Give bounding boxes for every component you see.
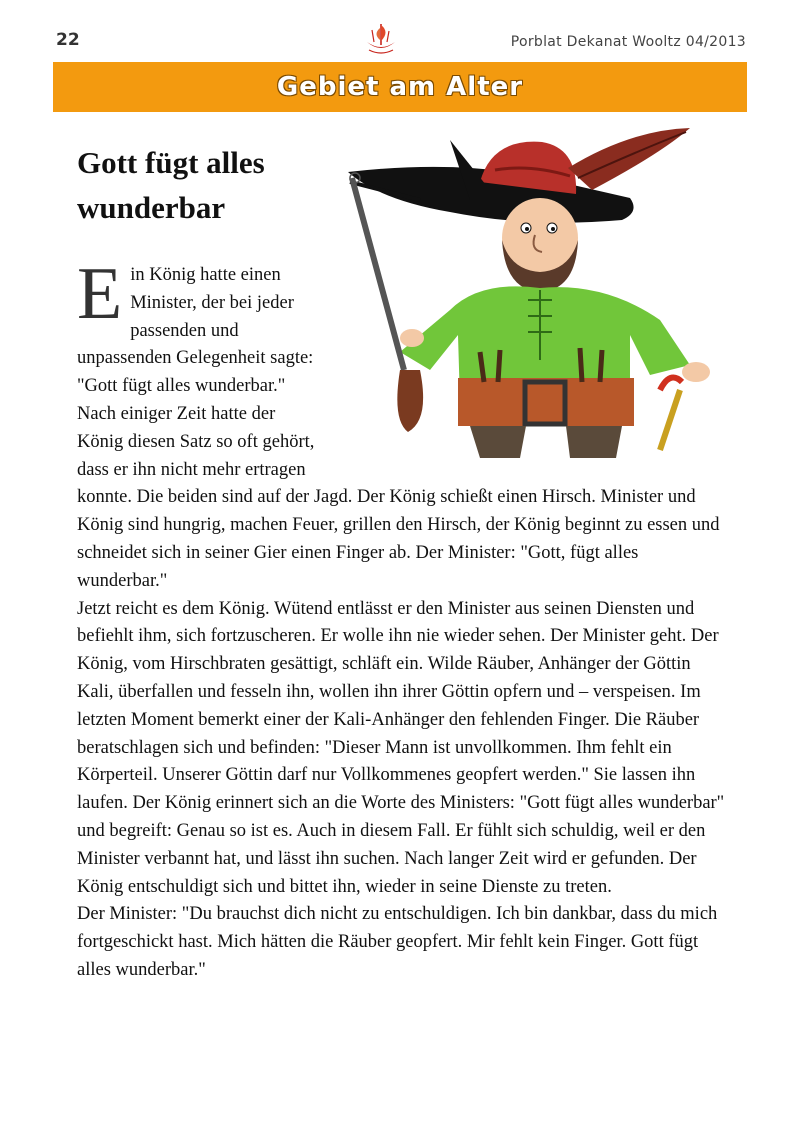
section-banner xyxy=(53,62,747,112)
drop-cap: E xyxy=(77,253,123,335)
ship-logo-icon xyxy=(364,20,398,56)
article-paragraph: Jetzt reicht es dem König. Wütend entlässt er den Minister aus seinen Diensten und befiehlt ihm, sich fortzuscheren. Er wolle ihn nie wieder sehen. Der Minister geht. Der König, vom Hirschbraten gesättigt, schläft ein. Wilde Räuber, Anhänger der Göttin Kali, überfallen und fesseln ihn, wollen ihn ihrer Göttin opfern und – verspeisen. Im letzten Moment bemerkt einer der Kali-Anhänger den fehlenden Finger. Die Räuber beratschlagen sich und befinden: "Dieser Mann ist unvollkommen. Ihm fehlt ein Körperteil. Unserer Göttin darf nur Vollkommenes geopfert werden." Sie lassen ihn laufen. Der König erinnert sich an die Worte des Ministers: "Gott fügt alles wunderbar" und begreift: Genau so ist es. Auch in diesem Fall. Er fühlt sich schuldig, weil er den Minister verbannt hat, und lässt ihn suchen. Nach langer Zeit wird er gefunden. Der König entschuldigt sich und bittet ihn, wieder in seine Dienste zu treten. xyxy=(77,598,725,897)
section-title: Gebiet am Alter xyxy=(276,72,524,102)
article-paragraph: Der Minister: "Du brauchst dich nicht zu entschuldigen. Ich bin dankbar, dass du mich fortgeschickt hast. Mich hätten die Räuber geopfert. Mir fehlt kein Finger. Gott fügt alles wunderbar." xyxy=(77,904,718,980)
article-title: Gott fügt alles wunderbar xyxy=(77,145,265,225)
publication-info: Porblat Dekanat Wooltz 04/2013 xyxy=(510,34,746,50)
paragraph-text: in König hatte einen Minister, der bei jeder passenden und unpassenden Gelegenheit sagte: "Gott fügt alles wunderbar." Nach einiger Zeit hatte der König diesen Satz so oft gehört, dass er ihn nicht mehr ertragen konnte. Die beiden sind auf der Jagd. Der König schießt einen Hirsch. Minister und König sind hungrig, machen Feuer, grillen den Hirsch, der König beginnt zu essen und schneidet sich in seiner Gier einen Finger ab. Der Minister: "Gott, fügt alles wunderbar." xyxy=(77,265,720,591)
page-number: 22 xyxy=(56,30,80,50)
illustration-spacer xyxy=(315,262,727,458)
article-body xyxy=(77,253,727,985)
